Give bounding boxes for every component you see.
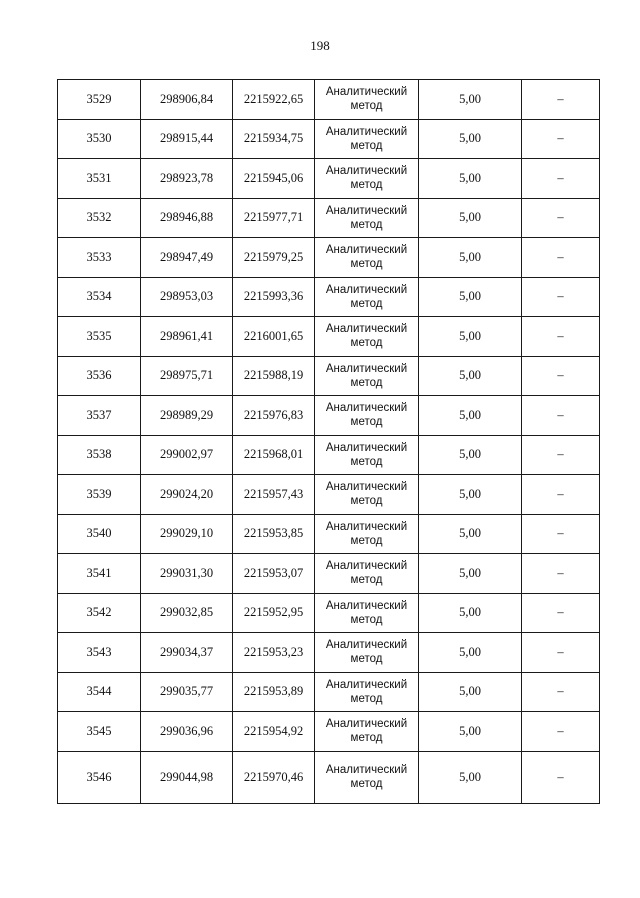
point-number-cell: 3543 [58,633,141,673]
point-number-cell: 3531 [58,159,141,199]
method-label-line1: Аналитический [325,86,408,99]
method-label-line2: метод [350,732,383,745]
accuracy-cell: 5,00 [419,593,522,633]
y-coordinate-cell: 2215988,19 [233,356,315,396]
method-label-line2: метод [350,495,383,508]
point-number-cell: 3530 [58,119,141,159]
method-label-line2: метод [350,297,383,310]
note-cell: – [522,435,600,475]
point-number-cell: 3542 [58,593,141,633]
method-label-line1: Аналитический [325,678,408,691]
note-cell: – [522,633,600,673]
note-cell: – [522,119,600,159]
x-coordinate-cell: 298923,78 [141,159,233,199]
note-cell: – [522,751,600,803]
x-coordinate-cell: 298915,44 [141,119,233,159]
method-cell [315,593,419,633]
point-number-cell: 3540 [58,514,141,554]
method-cell [315,633,419,673]
method-cell [315,238,419,278]
x-coordinate-cell: 299034,37 [141,633,233,673]
note-cell: – [522,593,600,633]
x-coordinate-cell: 299035,77 [141,672,233,712]
table-row [58,672,600,712]
method-label-line1: Аналитический [325,441,408,454]
method-label-line2: метод [350,613,383,626]
point-number-cell: 3536 [58,356,141,396]
x-coordinate-cell: 299031,30 [141,554,233,594]
note-cell: – [522,475,600,515]
x-coordinate-cell: 298947,49 [141,238,233,278]
accuracy-cell: 5,00 [419,159,522,199]
x-coordinate-cell: 299044,98 [141,751,233,803]
table-row [58,475,600,515]
method-label-line2: метод [350,376,383,389]
method-label-line1: Аналитический [325,402,408,415]
accuracy-cell: 5,00 [419,238,522,278]
y-coordinate-cell: 2215976,83 [233,396,315,436]
method-label-line2: метод [350,337,383,350]
method-label-line2: метод [350,534,383,547]
point-number-cell: 3529 [58,80,141,120]
point-number-cell: 3537 [58,396,141,436]
x-coordinate-cell: 299029,10 [141,514,233,554]
table-row [58,593,600,633]
note-cell: – [522,396,600,436]
note-cell: – [522,238,600,278]
accuracy-cell: 5,00 [419,198,522,238]
accuracy-cell: 5,00 [419,633,522,673]
method-label-line2: метод [350,778,383,790]
method-cell [315,317,419,357]
accuracy-cell: 5,00 [419,712,522,752]
method-cell [315,514,419,554]
x-coordinate-cell: 299032,85 [141,593,233,633]
x-coordinate-cell: 298906,84 [141,80,233,120]
method-cell [315,751,419,803]
table-row [58,514,600,554]
coordinates-table [57,79,600,804]
point-number-cell: 3544 [58,672,141,712]
method-label-line2: метод [350,416,383,429]
table-row [58,119,600,159]
accuracy-cell: 5,00 [419,672,522,712]
y-coordinate-cell: 2215922,65 [233,80,315,120]
x-coordinate-cell: 298953,03 [141,277,233,317]
table-row [58,554,600,594]
x-coordinate-cell: 299036,96 [141,712,233,752]
point-number-cell: 3532 [58,198,141,238]
method-label-line1: Аналитический [325,283,408,296]
accuracy-cell: 5,00 [419,317,522,357]
point-number-cell: 3546 [58,751,141,803]
method-label-line2: метод [350,258,383,271]
y-coordinate-cell: 2215977,71 [233,198,315,238]
point-number-cell: 3545 [58,712,141,752]
note-cell: – [522,672,600,712]
table-row [58,751,600,803]
y-coordinate-cell: 2215953,23 [233,633,315,673]
note-cell: – [522,514,600,554]
point-number-cell: 3533 [58,238,141,278]
note-cell: – [522,712,600,752]
y-coordinate-cell: 2216001,65 [233,317,315,357]
method-label-line1: Аналитический [325,362,408,375]
method-label-line2: метод [350,574,383,587]
table-row [58,633,600,673]
method-cell [315,554,419,594]
y-coordinate-cell: 2215993,36 [233,277,315,317]
accuracy-cell: 5,00 [419,396,522,436]
page-number: 198 [310,38,330,53]
table-row [58,356,600,396]
table-row [58,198,600,238]
method-label-line1: Аналитический [325,125,408,138]
note-cell: – [522,356,600,396]
accuracy-cell: 5,00 [419,119,522,159]
accuracy-cell: 5,00 [419,80,522,120]
note-cell: – [522,80,600,120]
y-coordinate-cell: 2215934,75 [233,119,315,159]
method-label-line2: метод [350,179,383,192]
note-cell: – [522,554,600,594]
method-label-line1: Аналитический [325,323,408,336]
x-coordinate-cell: 299002,97 [141,435,233,475]
method-label-line1: Аналитический [325,165,408,178]
method-label-line2: метод [350,653,383,666]
y-coordinate-cell: 2215953,89 [233,672,315,712]
point-number-cell: 3541 [58,554,141,594]
method-label-line1: Аналитический [325,639,408,652]
table-row [58,159,600,199]
point-number-cell: 3535 [58,317,141,357]
x-coordinate-cell: 298989,29 [141,396,233,436]
method-cell [315,277,419,317]
accuracy-cell: 5,00 [419,435,522,475]
method-label-line1: Аналитический [325,520,408,533]
method-label-line2: метод [350,692,383,705]
y-coordinate-cell: 2215945,06 [233,159,315,199]
accuracy-cell: 5,00 [419,356,522,396]
coordinates-table-body [58,80,600,804]
x-coordinate-cell: 299024,20 [141,475,233,515]
table-row [58,80,600,120]
table-row [58,277,600,317]
table-row [58,317,600,357]
method-cell [315,712,419,752]
y-coordinate-cell: 2215979,25 [233,238,315,278]
method-label-line1: Аналитический [325,481,408,494]
method-cell [315,435,419,475]
method-label-line1: Аналитический [325,560,408,573]
method-label-line2: метод [350,455,383,468]
table-row [58,238,600,278]
accuracy-cell: 5,00 [419,554,522,594]
y-coordinate-cell: 2215957,43 [233,475,315,515]
accuracy-cell: 5,00 [419,277,522,317]
table-row [58,712,600,752]
x-coordinate-cell: 298975,71 [141,356,233,396]
accuracy-cell: 5,00 [419,514,522,554]
accuracy-cell: 5,00 [419,475,522,515]
method-label-line2: метод [350,139,383,152]
method-label-line1: Аналитический [325,718,408,731]
method-cell [315,475,419,515]
note-cell: – [522,317,600,357]
y-coordinate-cell: 2215968,01 [233,435,315,475]
method-cell [315,356,419,396]
method-label-line2: метод [350,100,383,113]
method-label-line1: Аналитический [325,204,408,217]
method-cell [315,119,419,159]
method-cell [315,396,419,436]
y-coordinate-cell: 2215953,07 [233,554,315,594]
x-coordinate-cell: 298946,88 [141,198,233,238]
point-number-cell: 3538 [58,435,141,475]
note-cell: – [522,198,600,238]
y-coordinate-cell: 2215970,46 [233,751,315,803]
y-coordinate-cell: 2215953,85 [233,514,315,554]
method-cell [315,80,419,120]
point-number-cell: 3534 [58,277,141,317]
method-cell [315,672,419,712]
y-coordinate-cell: 2215952,95 [233,593,315,633]
y-coordinate-cell: 2215954,92 [233,712,315,752]
method-cell [315,159,419,199]
note-cell: – [522,277,600,317]
method-label-line2: метод [350,218,383,231]
table-row [58,396,600,436]
x-coordinate-cell: 298961,41 [141,317,233,357]
accuracy-cell: 5,00 [419,751,522,803]
method-label-line1: Аналитический [325,599,408,612]
method-label-line1: Аналитический [325,244,408,257]
method-label-line1: Аналитический [325,764,408,776]
method-cell [315,198,419,238]
point-number-cell: 3539 [58,475,141,515]
table-row [58,435,600,475]
note-cell: – [522,159,600,199]
